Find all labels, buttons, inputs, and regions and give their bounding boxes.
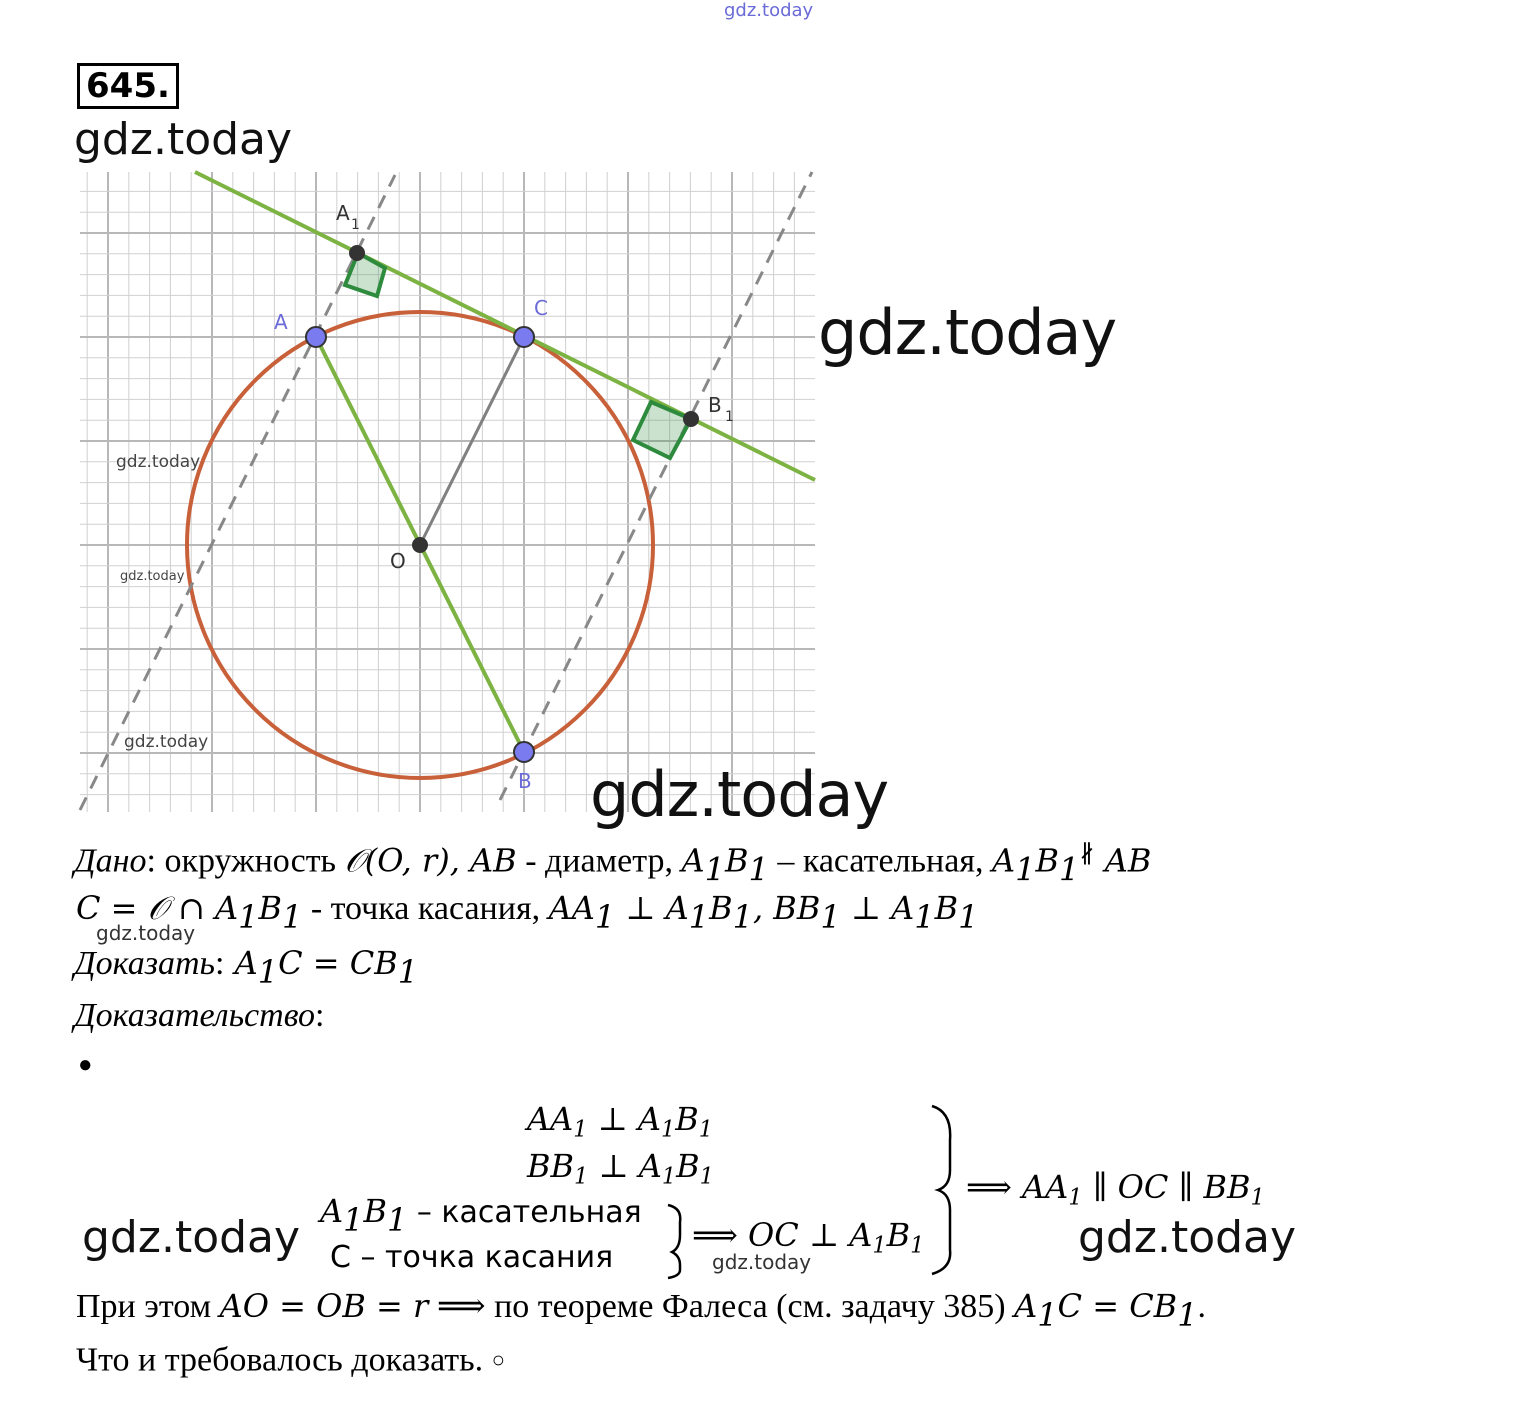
given-line-1: Дано: окружность 𝒪(O, r), AB - диаметр, $A_1B_1$ – касательная, $A_1B_1^∦$ AB [74,840,1152,889]
label-b1: B [708,393,722,417]
prove-line: Доказать: $A_1C = CB_1$ [74,944,419,991]
dashed-line-bb1 [500,172,812,800]
label-a: A [274,310,288,334]
watermark-right-figure: gdz.today [818,296,1117,369]
label-a1: A [336,201,350,225]
dashed-line-aa1 [80,175,395,810]
right-angle-mark-b1 [633,402,691,458]
watermark-top: gdz.today [724,0,814,21]
point-a1 [349,245,365,261]
watermark-bottom-middle: gdz.today [712,1250,812,1274]
system-line-3: $A_1B_1$ – касательная [320,1192,642,1239]
conclusion-line: При этом AO = OB = r ⟹ по теореме Фалеса (см. задачу 385) $A_1C = CB_1$. [76,1287,1207,1334]
system-result: ⟹ $AA_1$ ∥ OC ∥ $BB_1$ [966,1168,1265,1211]
system-line-2: $BB_1$ ⊥ $A_1B_1$ [527,1147,714,1190]
watermark-under-number: gdz.today [74,114,293,165]
label-c: C [534,296,548,320]
proof-bullet: ● [78,1052,93,1078]
given-line-2: C = 𝒪 ∩ $A_1B_1$ - точка касания, $AA_1$ ⊥ $A_1B_1$, $BB_1$ ⊥ $A_1B_1$ [76,889,979,936]
qed-line: Что и требовалось доказать. ○ [76,1341,505,1379]
system-line-1: $AA_1$ ⊥ $A_1B_1$ [527,1100,714,1143]
watermark-bottom-left: gdz.today [82,1212,301,1263]
label-b1-sub: 1 [725,409,734,425]
qed-mark: ○ [491,1347,505,1372]
point-b1 [683,411,699,427]
watermark-below-figure: gdz.today [590,758,889,831]
point-a [306,327,326,347]
right-angle-mark-a1 [345,253,385,296]
label-b: B [518,769,532,793]
inner-result: ⟹ OC ⊥ $A_1B_1$ [692,1216,925,1259]
point-c [514,327,534,347]
proof-heading: Доказательство: [74,997,325,1034]
point-b [514,742,534,762]
watermark-left-small-2: gdz.today [120,569,185,584]
tangent-line-a1b1 [195,172,815,480]
watermark-left-small-1: gdz.today [116,452,201,472]
label-a1-sub: 1 [351,217,360,233]
watermark-between-lines: gdz.today [96,921,196,945]
inner-brace [668,1205,680,1278]
watermark-bottom-right: gdz.today [1078,1212,1297,1263]
label-o: O [390,549,406,573]
point-o [412,537,428,553]
watermark-left-small-3: gdz.today [124,732,209,752]
system-line-4: C – точка касания [330,1240,614,1275]
problem-number: 645. [77,63,179,109]
outer-brace [932,1106,950,1274]
